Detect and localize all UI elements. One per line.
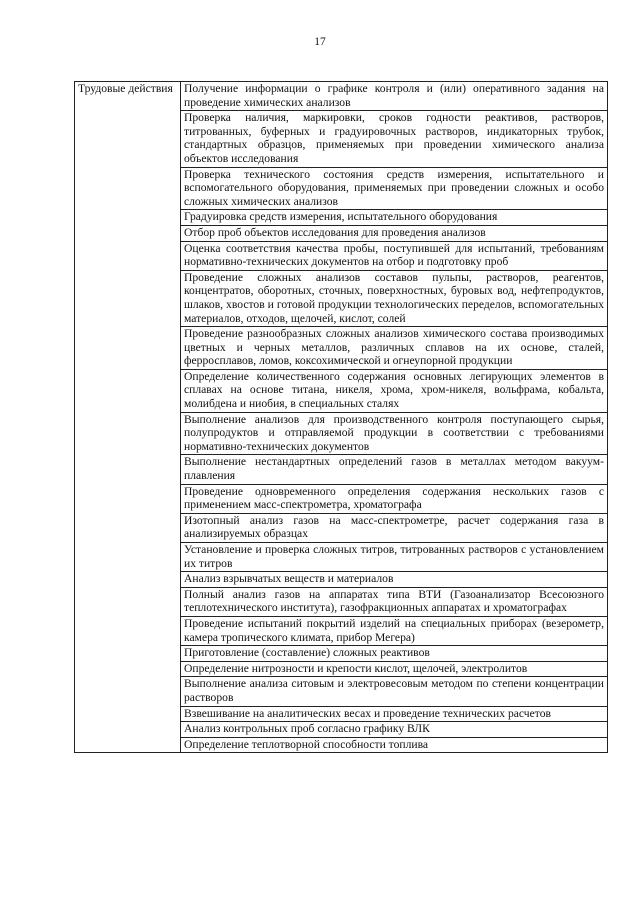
action-item: Определение теплотворной способности топлива bbox=[181, 737, 608, 753]
action-item: Приготовление (составление) сложных реактивов bbox=[181, 646, 608, 662]
action-item: Оценка соответствия качества пробы, поступившей для испытаний, требованиям нормативно-технических документов на отбор и подготовку проб bbox=[181, 241, 608, 270]
action-item: Проведение испытаний покрытий изделий на специальных приборах (везерометр, камера тропического климата, прибор Мегера) bbox=[181, 616, 608, 645]
table-row bbox=[75, 82, 608, 111]
action-item: Градуировка средств измерения, испытательного оборудования bbox=[181, 210, 608, 226]
action-item: Определение количественного содержания основных легирующих элементов в сплавах на основе титана, никеля, хрома, хром-никеля, вольфрама, кобальта, молибдена и ниобия, в специальных сталях bbox=[181, 369, 608, 412]
action-item: Анализ взрывчатых веществ и материалов bbox=[181, 572, 608, 588]
action-item: Выполнение нестандартных определений газов в металлах методом вакуум-плавления bbox=[181, 455, 608, 484]
action-item: Отбор проб объектов исследования для проведения анализов bbox=[181, 225, 608, 241]
action-item: Определение нитрозности и крепости кислот, щелочей, электролитов bbox=[181, 661, 608, 677]
action-item: Изотопный анализ газов на масс-спектрометре, расчет содержания газа в анализируемых образцах bbox=[181, 513, 608, 542]
action-item: Проведение сложных анализов составов пульпы, растворов, реагентов, концентратов, оборотных, сточных, поверхностных, буровых вод, нефтепродуктов, шлаков, хвостов и готовой продукции технологических переделов, вспомогательных материалов, отходов, щелочей, кислот, солей bbox=[181, 270, 608, 326]
action-item: Проверка технического состояния средств измерения, испытательного и вспомогательного оборудования, применяемых при проведении сложных и особо сложных химических анализов bbox=[181, 167, 608, 210]
action-item: Выполнение анализа ситовым и электровесовым методом по степени концентрации растворов bbox=[181, 677, 608, 706]
action-item: Анализ контрольных проб согласно графику ВЛК bbox=[181, 722, 608, 738]
action-item: Проведение разнообразных сложных анализов химического состава производимых цветных и черных металлов, различных сплавов на их основе, сталей, ферросплавов, ломов, коксохимической и огнеупорной продукции bbox=[181, 327, 608, 370]
page-number: 17 bbox=[314, 36, 326, 48]
action-item: Полный анализ газов на аппаратах типа ВТИ (Газоанализатор Всесоюзного теплотехнического института), газофракционных аппаратах и хроматографах bbox=[181, 587, 608, 616]
action-item: Проведение одновременного определения содержания нескольких газов с применением масс-спектрометра, хроматографа bbox=[181, 484, 608, 513]
action-item: Установление и проверка сложных титров, титрованных растворов с установлением их титров bbox=[181, 543, 608, 572]
action-item: Взвешивание на аналитических весах и проведение технических расчетов bbox=[181, 706, 608, 722]
action-item: Получение информации о графике контроля и (или) оперативного задания на проведение химических анализов bbox=[181, 82, 608, 111]
labor-actions-table bbox=[74, 81, 608, 753]
row-label-labor-actions: Трудовые действия bbox=[75, 82, 181, 753]
action-item: Выполнение анализов для производственного контроля поступающего сырья, полупродуктов и отправляемой продукции в соответствии с требованиями нормативно-технических документов bbox=[181, 412, 608, 455]
action-item: Проверка наличия, маркировки, сроков годности реактивов, растворов, титрованных, буферных и градуировочных растворов, индикаторных трубок, стандартных образцов, применяемых при проведении химического анализа объектов исследования bbox=[181, 111, 608, 167]
